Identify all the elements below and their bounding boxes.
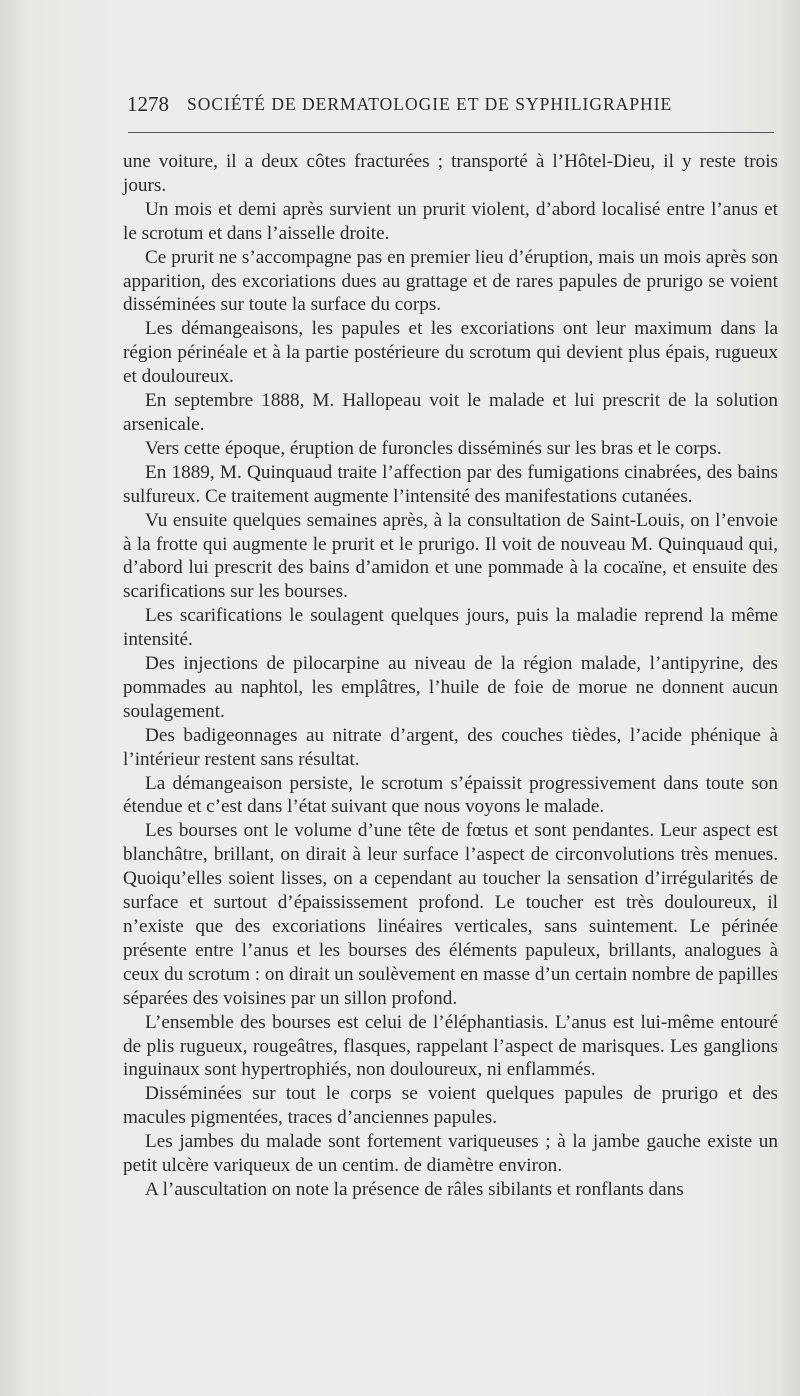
paragraph: L’ensemble des bourses est celui de l’éléphantiasis. L’anus est lui-même entouré de plis rugueux, rougeâtres, flasques, rappelant l’aspect de marisques. Les ganglions inguinaux sont hypertrophiés, non douloureux, ni enflammés. — [123, 1011, 778, 1081]
paragraph: En 1889, M. Quinquaud traite l’affection par des fumigations cinabrées, des bains sulfureux. Ce traitement augmente l’intensité des manifestations cutanées. — [123, 461, 778, 507]
paragraph: une voiture, il a deux côtes fracturées ; transporté à l’Hôtel-Dieu, il y reste trois jours. — [123, 151, 778, 196]
paragraph: Les bourses ont le volume d’une tête de fœtus et sont pendantes. Leur aspect est blanchâtre, brillant, on dirait à leur surface l’aspect de circonvolutions très menues. Quoiqu’elles soient lisses, on a cependant au toucher la sensation d’irrégularités de surface et surtout d’épaississement profond. Le toucher est très douloureux, il n’existe que des excoriations linéaires verticales, sans suintement. Le périnée présente entre l’anus et les bourses des éléments papuleux, brillants, analogues à ceux du scrotum : on dirait un soulèvement en masse d’un certain nombre de papilles séparées des voisines par un sillon profond. — [123, 820, 778, 1009]
paragraph: Vu ensuite quelques semaines après, à la consultation de Saint-Louis, on l’envoie à la frotte qui augmente le prurit et le prurigo. Il voit de nouveau M. Quinquaud qui, d’abord lui prescrit des bains d’amidon et une pommade à la cocaïne, et ensuite des scarifications sur les bourses. — [123, 509, 778, 603]
paragraph: Les scarifications le soulagent quelques jours, puis la maladie reprend la même intensité. — [123, 605, 778, 651]
paragraph: Vers cette époque, éruption de furoncles disséminés sur les bras et le corps. — [145, 437, 722, 459]
paragraph: La démangeaison persiste, le scrotum s’épaissit progressivement dans toute son étendue et c’est dans l’état suivant que nous voyons le malade. — [123, 772, 778, 818]
page-header — [127, 92, 767, 122]
running-title: SOCIÉTÉ DE DERMATOLOGIE ET DE SYPHILIGRAPHIE — [187, 94, 673, 114]
header-rule — [128, 132, 774, 133]
paragraph: Des injections de pilocarpine au niveau de la région malade, l’antipyrine, des pommades au naphtol, les emplâtres, l’huile de foie de morue ne donnent aucun soulagement. — [123, 653, 778, 722]
paragraph: A l’auscultation on note la présence de râles sibilants et ronflants dans — [145, 1178, 684, 1200]
paragraph: Disséminées sur tout le corps se voient quelques papules de prurigo et des macules pigmentées, traces d’anciennes papules. — [123, 1083, 778, 1129]
paragraph: Des badigeonnages au nitrate d’argent, des couches tièdes, l’acide phénique à l’intérieur restent sans résultat. — [123, 724, 778, 770]
paragraph: Un mois et demi après survient un prurit violent, d’abord localisé entre l’anus et le scrotum et dans l’aisselle droite. — [123, 198, 778, 244]
page-number: 1278 — [127, 92, 169, 116]
paragraph: En septembre 1888, M. Hallopeau voit le malade et lui prescrit de la solution arsenicale. — [123, 390, 778, 435]
paragraph: Ce prurit ne s’accompagne pas en premier lieu d’éruption, mais un mois après son apparition, des excoriations dues au grattage et de rares papules de prurigo se voient disséminées sur toute la surface du corps. — [123, 246, 778, 316]
body-text — [123, 150, 778, 1202]
paragraph: Les jambes du malade sont fortement variqueuses ; à la jambe gauche existe un petit ulcère variqueux de un centim. de diamètre environ. — [123, 1131, 778, 1177]
paragraph: Les démangeaisons, les papules et les excoriations ont leur maximum dans la région périnéale et à la partie postérieure du scrotum qui devient plus épais, rugueux et douloureux. — [123, 318, 778, 388]
